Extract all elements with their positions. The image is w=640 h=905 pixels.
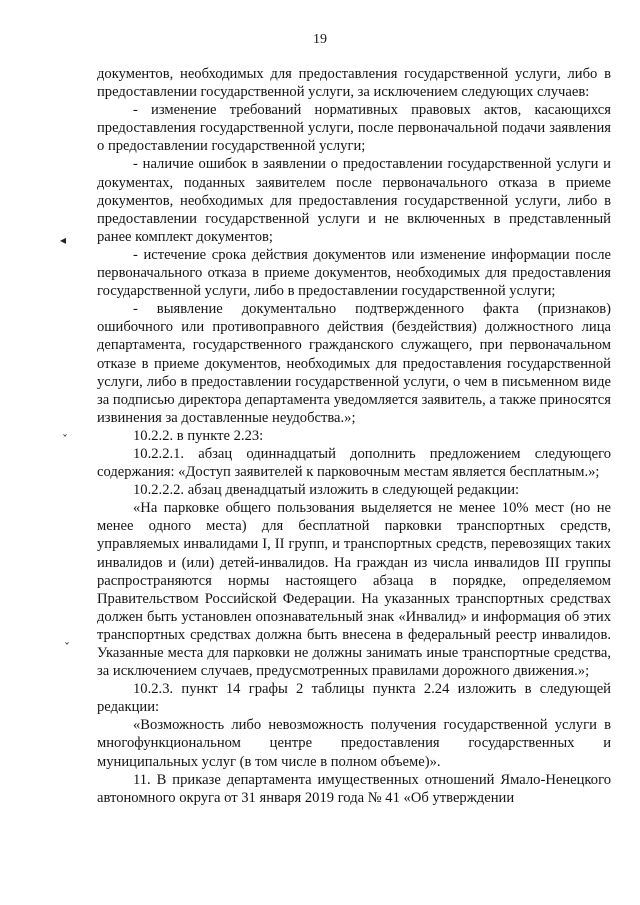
scan-mark: ˇ	[62, 433, 68, 447]
paragraph-clause: 10.2.2.1. абзац одиннадцатый дополнить предложением следующего содержания: «Доступ заявителей к парковочным местам является бесплатным.»;	[97, 445, 611, 481]
paragraph-clause: 10.2.2. в пункте 2.23:	[133, 427, 264, 444]
paragraph-continuation: документов, необходимых для предоставления государственной услуги, либо в предоставлении государственной услуги, за исключением следующих случаев:	[97, 66, 611, 101]
paragraph-item: - наличие ошибок в заявлении о предоставлении государственной услуги и документах, поданных заявителем после первоначального отказа в приеме документов, необходимых для предоставления государственной услуги, либо в предоставлении государственной услуги и не включенных в представленный ранее комплект документов;	[97, 156, 611, 245]
paragraph-clause: 11. В приказе департамента имущественных отношений Ямало-Ненецкого автономного округа от 31 января 2019 года № 41 «Об утверждении	[97, 771, 611, 806]
paragraph-clause: 10.2.3. пункт 14 графы 2 таблицы пункта 2.24 изложить в следующей редакции:	[97, 681, 611, 716]
paragraph-item: - изменение требований нормативных правовых актов, касающихся предоставления государственной услуги, после первоначальной подачи заявления о предоставлении государственной услуги;	[97, 102, 611, 155]
paragraph-item: - истечение срока действия документов или изменение информации после первоначального отказа в приеме документов, необходимых для предоставления государственной услуги, либо в предоставлении государственной услуги;	[97, 246, 611, 300]
paragraph-item: - выявление документально подтвержденного факта (признаков) ошибочного или противоправного действия (бездействия) должностного лица департамента, государственного гражданского служащего, при первоначальном отказе в приеме документов, необходимых для предоставления государственной услуги, либо в предоставлении государственной услуги, о чем в письменном виде за подписью директора департамента уведомляется заявитель, а также приносятся извинения за доставленные неудобства.»;	[97, 301, 611, 426]
page-number: 19	[313, 32, 327, 47]
paragraph-clause: 10.2.2.2. абзац двенадцатый изложить в следующей редакции:	[133, 482, 520, 499]
paragraph-quote: «На парковке общего пользования выделяется не менее 10% мест (но не менее одного места) для бесплатной парковки транспортных средств, управляемых инвалидами I, II групп, и транспортных средств, перевозящих таких инвалидов и (или) детей-инвалидов. На граждан из числа инвалидов III группы распространяются нормы настоящего абзаца в порядке, определяемом Правительством Российской Федерации. На указанных транспортных средствах должен быть установлен опознавательный знак «Инвалид» и информация об этих транспортных средствах должна быть внесена в федеральный реестр инвалидов. Указанные места для парковки не должны занимать иные транспортные средства, за исключением случаев, предусмотренных правилами дорожного движения.»;	[97, 500, 611, 680]
paragraph-quote: «Возможность либо невозможность получения государственной услуги в многофункциональном центре предоставления государственных и муниципальных услуг (в том числе в полном объеме)».	[97, 717, 611, 770]
scan-mark: ˇ	[64, 641, 70, 655]
scan-mark: ◂	[60, 233, 67, 247]
document-body	[97, 65, 611, 807]
